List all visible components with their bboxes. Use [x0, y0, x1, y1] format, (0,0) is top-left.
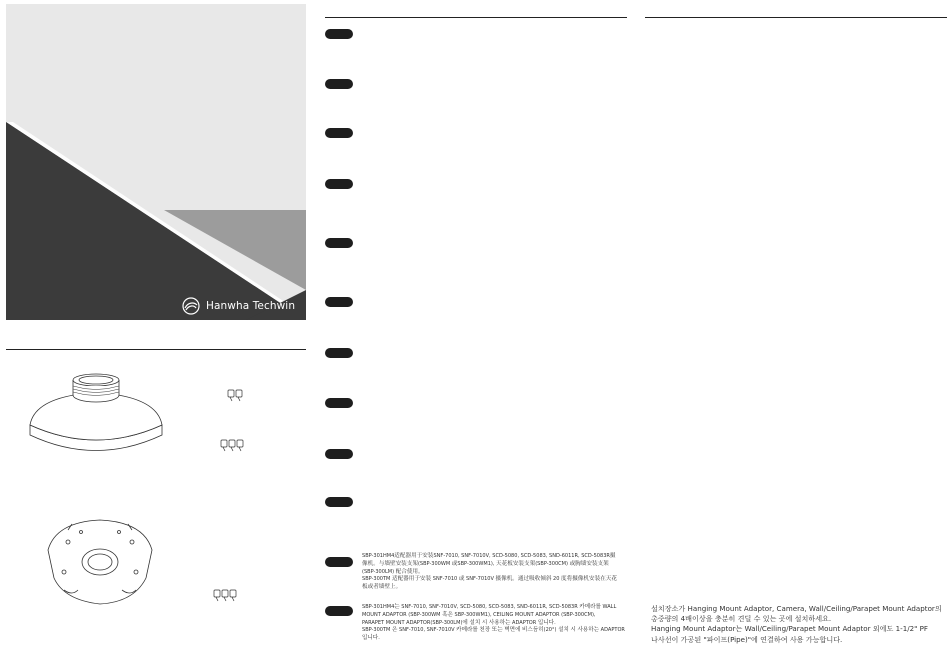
language-badge [325, 398, 353, 408]
brand-logo [181, 296, 295, 316]
language-badge [325, 449, 353, 459]
note-line: 입니다. [362, 635, 380, 642]
note-line: PARAPET MOUNT ADAPTOR(SBP-300LM)에 설치 시 사용하는 ADAPTOR 입니다. [362, 619, 556, 626]
brand-name: Hanwha Techwin [206, 300, 296, 312]
language-badge-korean [325, 606, 353, 616]
note-line: SBP-301HM4适配器用于安装SNF-7010, SNF-7010V, SCD-5080, SCD-5083, SND-6011R, SCD-5083R摄 [362, 553, 616, 559]
language-badge [325, 179, 353, 189]
language-badge [325, 238, 353, 248]
middle-column-rule [325, 17, 627, 18]
cover-graphic [6, 4, 306, 320]
caution-line: 설치장소가 Hanging Mount Adaptor, Camera, Wall/Ceiling/Parapet Mount Adaptor의 [651, 604, 942, 613]
note-line: 像机。与墙壁安装支架(SBP-300WM 或SBP-300WM1), 天花板安装支架(SBP-300CM) 或胸墙安装支架 [362, 560, 609, 567]
parts-illustration [6, 350, 306, 655]
korean-description [362, 604, 630, 643]
screws-triple-icon [221, 440, 243, 451]
language-badge [325, 297, 353, 307]
screws-pair-icon [228, 390, 242, 401]
hanwha-logo-icon [181, 296, 201, 316]
note-line: SBP-301HM4는 SNF-7010, SNF-7010V, SCD-5080, SCD-5083, SND-6011R, SCD-5083R 카메라를 WALL [362, 604, 617, 610]
caution-line: 나사선이 가공된 "파이프(Pipe)"에 연결하여 사용 가능합니다. [651, 634, 843, 644]
installation-caution-text [651, 604, 949, 645]
note-line: MOUNT ADAPTOR (SBP-300WM 혹은 SBP-300WM1), CEILING MOUNT ADAPTOR (SBP-300CM), [362, 611, 596, 618]
language-badge [325, 29, 353, 39]
tilt-mount-adaptor-drawing [48, 520, 152, 604]
note-line: (SBP-300LM) 配合使用。 [362, 568, 424, 575]
chinese-description [362, 553, 630, 592]
language-badge [325, 79, 353, 89]
note-line: SBP-300TM 은 SNF-7010, SNF-7010V 카메라를 천장 또는 벽면에 비스듬히(20°) 설치 시 사용하는 ADAPTOR [362, 627, 625, 634]
caution-line: 총중량의 4배이상을 충분히 견딜 수 있는 곳에 설치하세요. [651, 614, 832, 624]
note-line: 板或者墙壁上。 [362, 584, 402, 591]
language-badge-chinese [325, 557, 353, 567]
hanging-mount-adaptor-drawing [30, 374, 162, 451]
cover-panel [6, 4, 306, 320]
caution-line: Hanging Mount Adaptor는 Wall/Ceiling/Parapet Mount Adaptor 외에도 1-1/2" PF [651, 624, 928, 634]
language-badge [325, 348, 353, 358]
screws-triple-icon-bottom [214, 590, 236, 601]
note-line: SBP-300TM 适配器用于安装 SNF-7010 或 SNF-7010V 摄像机。通过吸收倾斜 20 度将摄像机安装在天花 [362, 576, 617, 583]
language-badge [325, 497, 353, 507]
language-badge [325, 128, 353, 138]
right-column-rule [645, 17, 947, 18]
